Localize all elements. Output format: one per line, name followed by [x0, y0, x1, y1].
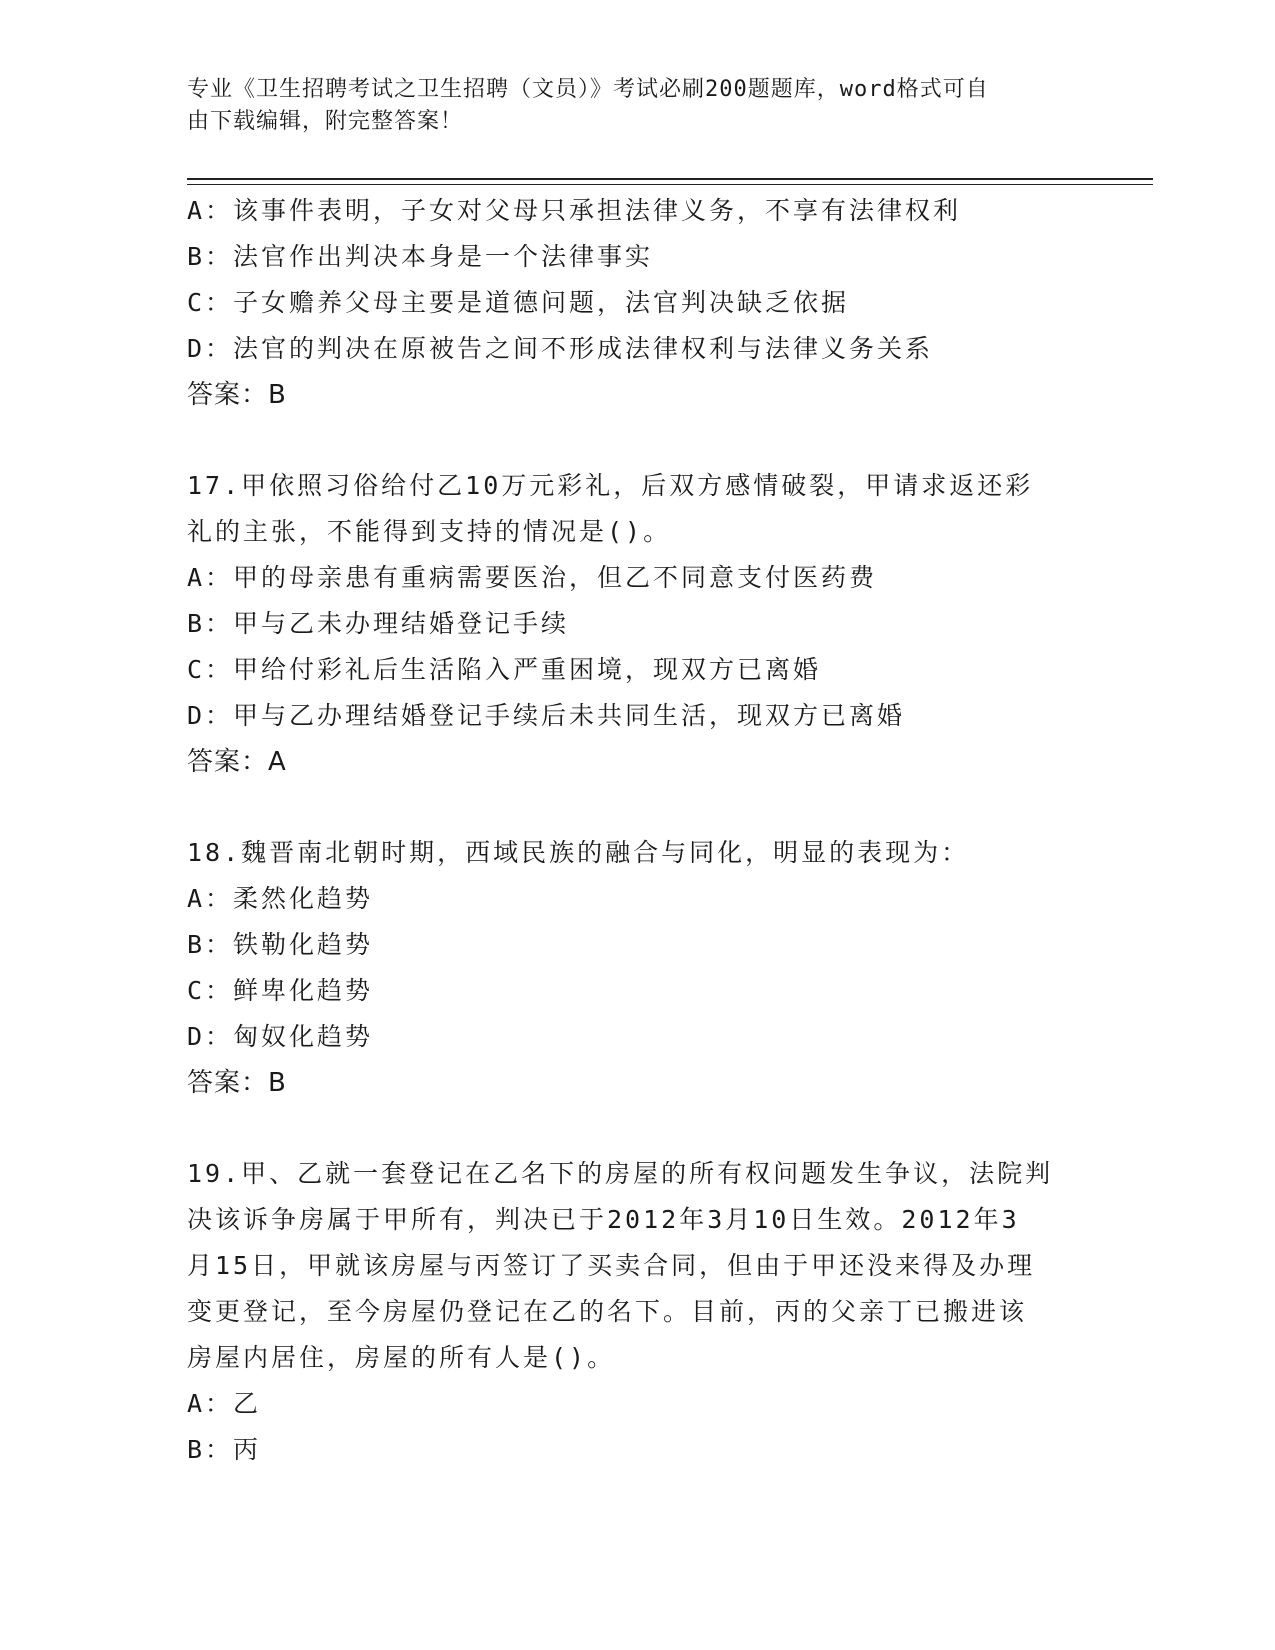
option-a: A：甲的母亲患有重病需要医治，但乙不同意支付医药费 — [187, 563, 878, 592]
question-19 — [187, 1151, 1087, 1473]
option-a: A：该事件表明，子女对父母只承担法律义务，不享有法律权利 — [187, 196, 962, 225]
question-stem-line: 19.甲、乙就一套登记在乙名下的房屋的所有权问题发生争议，法院判 — [187, 1159, 1054, 1188]
question-stem-line: 变更登记，至今房屋仍登记在乙的名下。目前，丙的父亲丁已搬进该 — [187, 1297, 1028, 1326]
answer: 答案：A — [187, 747, 287, 777]
question-stem-line: 礼的主张，不能得到支持的情况是()。 — [187, 517, 672, 546]
option-d: D：法官的判决在原被告之间不形成法律权利与法律义务关系 — [187, 334, 934, 363]
option-b: B：铁勒化趋势 — [187, 930, 374, 959]
header-rule-thick — [187, 178, 1153, 180]
option-a: A：乙 — [187, 1389, 262, 1418]
question-list — [187, 188, 1087, 1473]
question-stem-line: 房屋内居住，房屋的所有人是()。 — [187, 1343, 616, 1372]
option-c: C：子女赡养父母主要是道德问题，法官判决缺乏依据 — [187, 288, 850, 317]
option-c: C：鲜卑化趋势 — [187, 976, 374, 1005]
option-b: B：法官作出判决本身是一个法律事实 — [187, 242, 654, 271]
question-stem-line: 月15日，甲就该房屋与丙签订了买卖合同，但由于甲还没来得及办理 — [187, 1251, 1036, 1280]
document-header — [187, 74, 1067, 138]
option-a: A：柔然化趋势 — [187, 884, 374, 913]
question-stem-line: 18.魏晋南北朝时期，西域民族的融合与同化，明显的表现为： — [187, 838, 970, 867]
option-c: C：甲给付彩礼后生活陷入严重困境，现双方已离婚 — [187, 655, 822, 684]
option-b: B：甲与乙未办理结婚登记手续 — [187, 609, 570, 638]
question-18 — [187, 830, 1087, 1106]
question-stem-line: 17.甲依照习俗给付乙10万元彩礼，后双方感情破裂，甲请求返还彩 — [187, 471, 1034, 500]
question-16 — [187, 188, 1087, 418]
answer: 答案：B — [187, 380, 287, 410]
option-d: D：甲与乙办理结婚登记手续后未共同生活，现双方已离婚 — [187, 701, 906, 730]
question-stem-line: 决该诉争房属于甲所有，判决已于2012年3月10日生效。2012年3 — [187, 1205, 1020, 1234]
header-rule-thin — [187, 184, 1153, 185]
answer: 答案：B — [187, 1068, 287, 1098]
option-d: D：匈奴化趋势 — [187, 1022, 374, 1051]
option-b: B：丙 — [187, 1435, 262, 1464]
header-line-2: 由下载编辑，附完整答案！ — [187, 109, 464, 134]
question-17 — [187, 463, 1087, 785]
header-line-1: 专业《卫生招聘考试之卫生招聘（文员）》考试必刷200题题库，word格式可自 — [187, 77, 989, 102]
